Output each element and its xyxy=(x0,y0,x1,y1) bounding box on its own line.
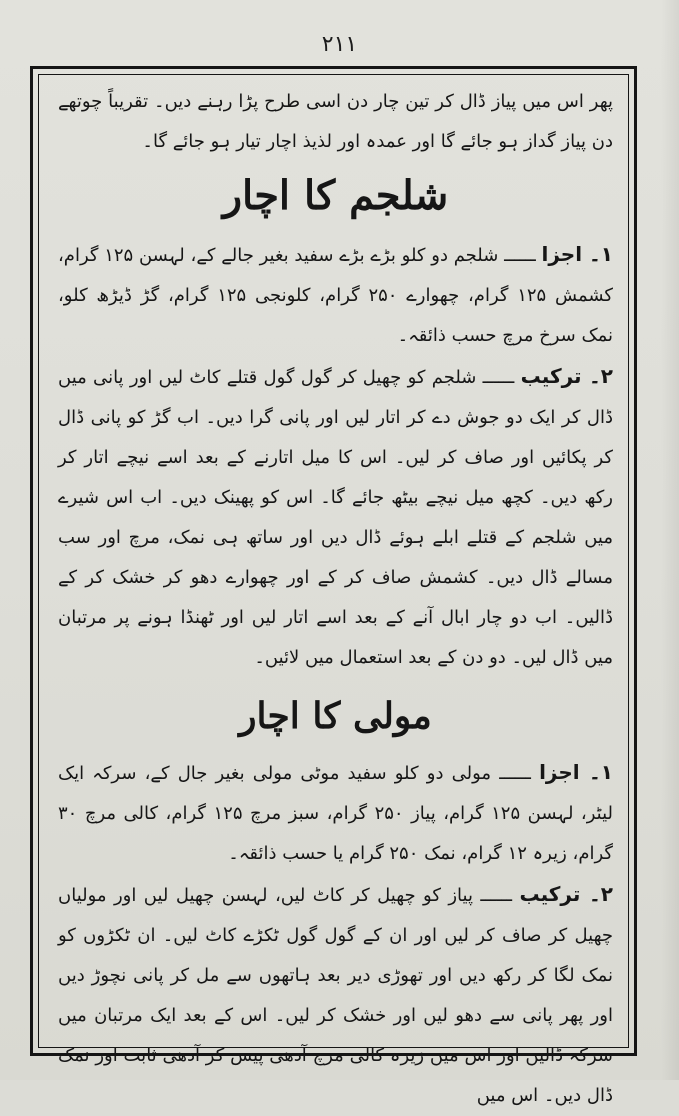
scan-shadow-edge xyxy=(661,0,679,1080)
page-content xyxy=(58,82,613,1116)
recipe-ingredients-paragraph xyxy=(58,752,613,874)
method-text: شلجم کو چھیل کر گول گول قتلے کاٹ لیں اور پانی میں ڈال کر ایک دو جوش دے کر اتار لیں اور پانی گرا دیں۔ اب گڑ کو پانی ڈال کر پکائیں اور صاف کر لیں۔ اس کا میل اتارنے کے بعد اسے نیچے اتار کر رکھ دیں۔ کچھ میل نیچے بیٹھ جائے گا۔ اس کو پھینک دیں۔ اب اس شیرے میں شلجم کے قتلے ابلے ہوئے ڈال دیں اور ساتھ ہی نمک، مرچ اور سب مسالے ڈال دیں۔ کشمش صاف کر کے اور چھوارے دھو کر خشک کر کے ڈالیں۔ اب دو چار ابال آنے کے بعد اسے اتار لیں اور ٹھنڈا ہونے پر مرتبان میں ڈال لیں۔ دو دن کے بعد استعمال میں لائیں۔ xyxy=(58,367,613,668)
ingredients-text: شلجم دو کلو بڑے بڑے سفید بغیر جالے کے، لہسن ۱۲۵ گرام، کشمش ۱۲۵ گرام، چھوارے ۲۵۰ گرام، کلونجی ۱۲۵ گرام، گڑ ڈیڑھ کلو، نمک سرخ مرچ حسب ذائقہ۔ xyxy=(58,245,613,346)
ingredients-text: مولی دو کلو سفید موٹی مولی بغیر جال کے، سرکہ ایک لیٹر، لہسن ۱۲۵ گرام، پیاز ۲۵۰ گرام، سبز مرچ ۱۲۵ گرام، کالی مرچ ۳۰ گرام، زیرہ ۱۲ گرام، نمک ۲۵۰ گرام یا حسب ذائقہ۔ xyxy=(58,763,614,864)
method-text: پیاز کو چھیل کر کاٹ لیں، لہسن چھیل لیں اور مولیاں چھیل کر صاف کر لیں اور ان کے گول گول ٹکڑے کاٹ لیں۔ ان ٹکڑوں کو نمک لگا کر رکھ دیں اور تھوڑی دیر بعد ہاتھوں سے مل کر پانی نچوڑ دیں اور پھر پانی سے دھو لیں اور خشک کر لیں۔ اس کے بعد ایک مرتبان میں سرکہ ڈالیں اور اس میں زیرہ کالی مرچ آدھی پیس کر آدھی ثابت اور نمک ڈال دیں۔ اس میں xyxy=(58,885,613,1106)
method-label: ۲۔ ترکیب xyxy=(520,364,613,388)
page-number: ۲۱۱ xyxy=(321,32,358,57)
recipe-title-radish-pickle: مولی کا اچار xyxy=(239,695,432,737)
ingredients-label: ۱۔ اجزا xyxy=(539,760,613,784)
ingredients-label: ۱۔ اجزا xyxy=(541,242,613,266)
dash-separator: ــــــ xyxy=(472,885,513,906)
recipe-method-paragraph xyxy=(58,356,613,678)
dash-separator: ــــــ xyxy=(491,763,531,784)
dash-separator: ــــــ xyxy=(476,367,515,388)
dash-separator: ــــــ xyxy=(498,245,536,266)
recipe-title-turnip-pickle: شلجم کا اچار xyxy=(222,172,449,219)
recipe-ingredients-paragraph xyxy=(58,234,613,356)
method-label: ۲۔ ترکیب xyxy=(519,882,613,906)
intro-paragraph: پھر اس میں پیاز ڈال کر تین چار دن اسی طرح پڑا رہنے دیں۔ تقریباً چوتھے دن پیاز گداز ہو جائے گا اور عمدہ اور لذیذ اچار تیار ہو جائے گا۔ xyxy=(58,91,613,152)
